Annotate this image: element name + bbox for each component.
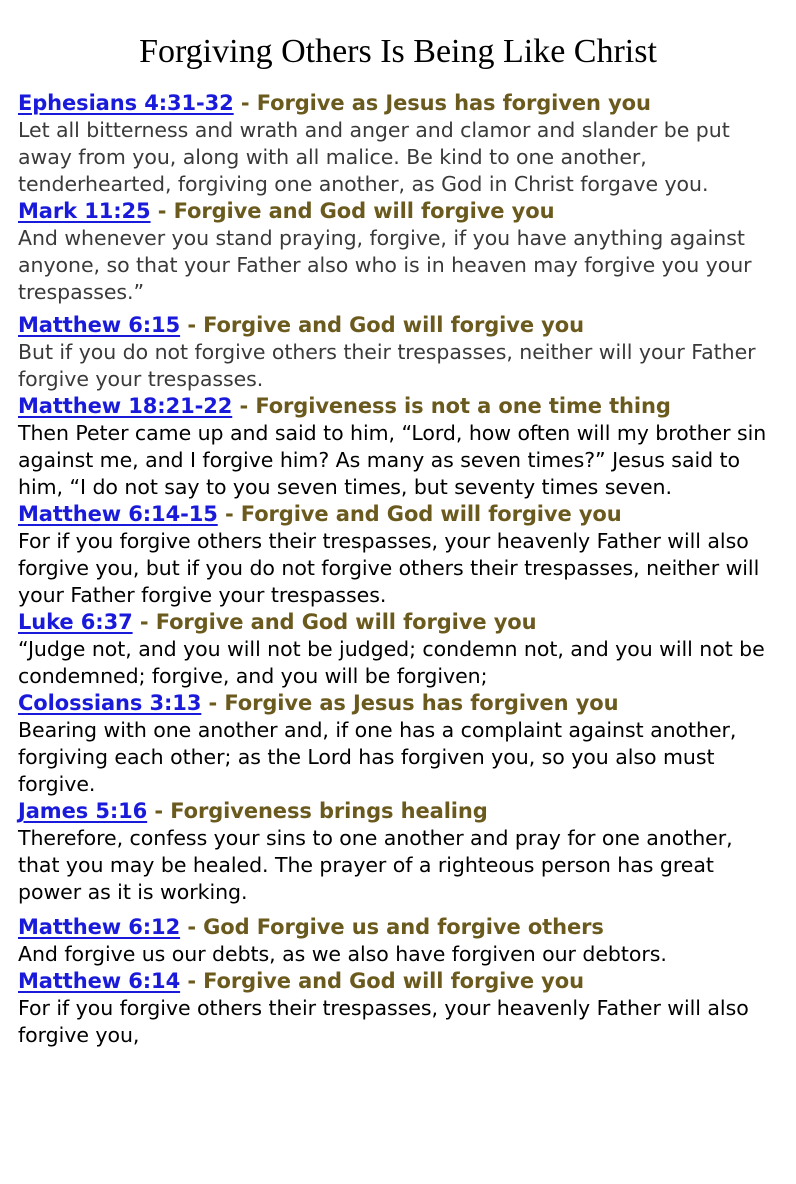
separator: - [157,199,167,223]
separator: - [208,691,218,715]
separator: - [239,394,249,418]
separator: - [139,610,149,634]
verse-theme: Forgive and God will forgive you [203,313,584,337]
page-title: Forgiving Others Is Being Like Christ [139,33,657,70]
separator: - [224,502,234,526]
verse-reference-link[interactable]: Ephesians 4:31-32 [18,91,234,115]
verse-theme: Forgive and God will forgive you [240,502,622,526]
verse-reference-link[interactable]: Matthew 6:14-15 [18,502,218,526]
verse-entry [18,90,780,198]
verse-theme: Forgive and God will forgive you [173,199,555,223]
verse-theme: Forgiveness is not a one time thing [255,394,671,418]
verse-entry [18,609,780,690]
verse-entry [18,968,780,1049]
verse-heading [18,501,780,528]
verse-text: For if you forgive others their trespasses, your heavenly Father will also forgive you, [18,996,749,1047]
verse-heading [18,914,780,941]
verse-heading [18,198,780,225]
verse-reference-link[interactable]: Matthew 6:12 [18,915,181,939]
verse-text: “Judge not, and you will not be judged; condemn not, and you will not be condemned; forgive, and you will be forgiven; [18,637,765,688]
verse-heading [18,798,780,825]
verse-reference-link[interactable]: Luke 6:37 [18,610,133,634]
verse-theme: Forgiveness brings healing [170,799,488,823]
verse-text: Bearing with one another and, if one has a complaint against another, forgiving each other; as the Lord has forgiven you, so you also must forgive. [18,718,737,796]
verse-reference-link[interactable]: Mark 11:25 [18,199,151,223]
verse-entry [18,198,780,306]
verse-entry [18,501,780,609]
verse-text: For if you forgive others their trespasses, your heavenly Father will also forgive you, but if you do not forgive others their trespasses, neither will your Father forgive your trespasses. [18,529,760,607]
verse-heading [18,393,780,420]
verse-entry [18,690,780,798]
verse-reference-link[interactable]: Colossians 3:13 [18,691,202,715]
verse-heading [18,690,780,717]
verse-reference-link[interactable]: Matthew 18:21-22 [18,394,233,418]
verse-theme: Forgive as Jesus has forgiven you [256,91,651,115]
verse-reference-link[interactable]: James 5:16 [18,799,148,823]
verse-heading [18,968,780,995]
verse-reference-link[interactable]: Matthew 6:15 [18,313,181,337]
verse-reference-link[interactable]: Matthew 6:14 [18,969,181,993]
verse-entry [18,798,780,906]
verse-text: And forgive us our debts, as we also have forgiven our debtors. [18,942,667,966]
verse-list [18,90,780,1049]
separator: - [187,313,196,337]
verse-text: But if you do not forgive others their trespasses, neither will your Father forgive your trespasses. [18,340,756,391]
verse-text: Then Peter came up and said to him, “Lord, how often will my brother sin against me, and I forgive him? As many as seven times?” Jesus said to him, “I do not say to you seven times, but seventy times seven. [18,421,767,499]
verse-theme: Forgive and God will forgive you [203,969,584,993]
separator: - [187,915,196,939]
verse-heading [18,312,780,339]
verse-theme: Forgive and God will forgive you [155,610,537,634]
verse-entry [18,393,780,501]
verse-theme: God Forgive us and forgive others [203,915,604,939]
separator: - [240,91,250,115]
separator: - [154,799,163,823]
verse-text: Therefore, confess your sins to one another and pray for one another, that you may be healed. The prayer of a righteous person has great power as it is working. [18,826,733,904]
verse-heading [18,90,780,117]
separator: - [187,969,196,993]
verse-text: And whenever you stand praying, forgive, if you have anything against anyone, so that your Father also who is in heaven may forgive you your trespasses.” [18,226,752,304]
verse-entry [18,914,780,968]
verse-text: Let all bitterness and wrath and anger and clamor and slander be put away from you, along with all malice. Be kind to one another, tenderhearted, forgiving one another, as God in Christ forgave you. [18,118,730,196]
verse-theme: Forgive as Jesus has forgiven you [224,691,619,715]
verse-entry [18,312,780,393]
verse-heading [18,609,780,636]
